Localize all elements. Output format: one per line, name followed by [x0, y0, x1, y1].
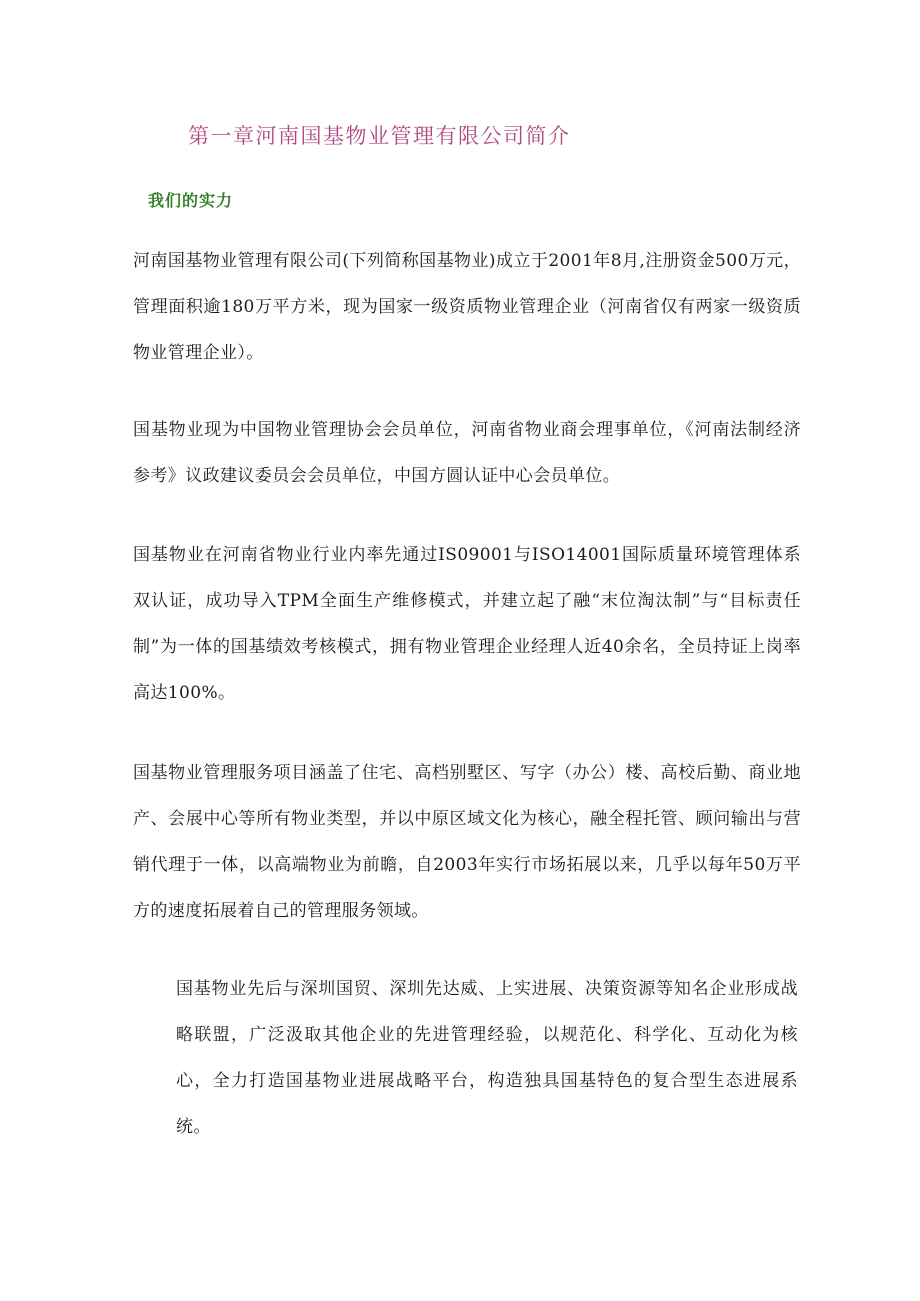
paragraph-service-scope: 国基物业管理服务项目涵盖了住宅、高档别墅区、写字（办公）楼、高校后勤、商业地产、会展中心等所有物业类型，并以中原区域文化为核心，融全程托管、顾问输出与营销代理于一体，以高端物业为前瞻，自2003年实行市场拓展以来，几乎以每年50万平方的速度拓展着自己的管理服务领域。 — [133, 763, 801, 921]
paragraph-company-overview: 河南国基物业管理有限公司(下列简称国基物业)成立于2001年8月,注册资金500万元，管理面积逾180万平方米，现为国家一级资质物业管理企业（河南省仅有两家一级资质物业管理企业）。 — [133, 251, 801, 363]
chapter-title: 第一章河南国基物业管理有限公司简介 — [188, 124, 571, 148]
paragraph-certifications: 国基物业在河南省物业行业内率先通过IS09001与ISO14001国际质量环境管理体系双认证，成功导入TPM全面生产维修模式，并建立起了融“末位淘汰制”与“目标责任制”为一体的国基绩效考核模式，拥有物业管理企业经理人近40余名，全员持证上岗率高达100%。 — [133, 545, 801, 703]
section-title: 我们的实力 — [148, 191, 234, 210]
paragraph-memberships: 国基物业现为中国物业管理协会会员单位，河南省物业商会理事单位，《河南法制经济参考》议政建议委员会会员单位，中国方圆认证中心会员单位。 — [133, 420, 801, 486]
paragraph-strategic-alliances: 国基物业先后与深圳国贸、深圳先达威、上实进展、决策资源等知名企业形成战略联盟，广泛汲取其他企业的先进管理经验，以规范化、科学化、互动化为核心，全力打造国基物业进展战略平台，构造独具国基特色的复合型生态进展系统。 — [176, 979, 798, 1137]
